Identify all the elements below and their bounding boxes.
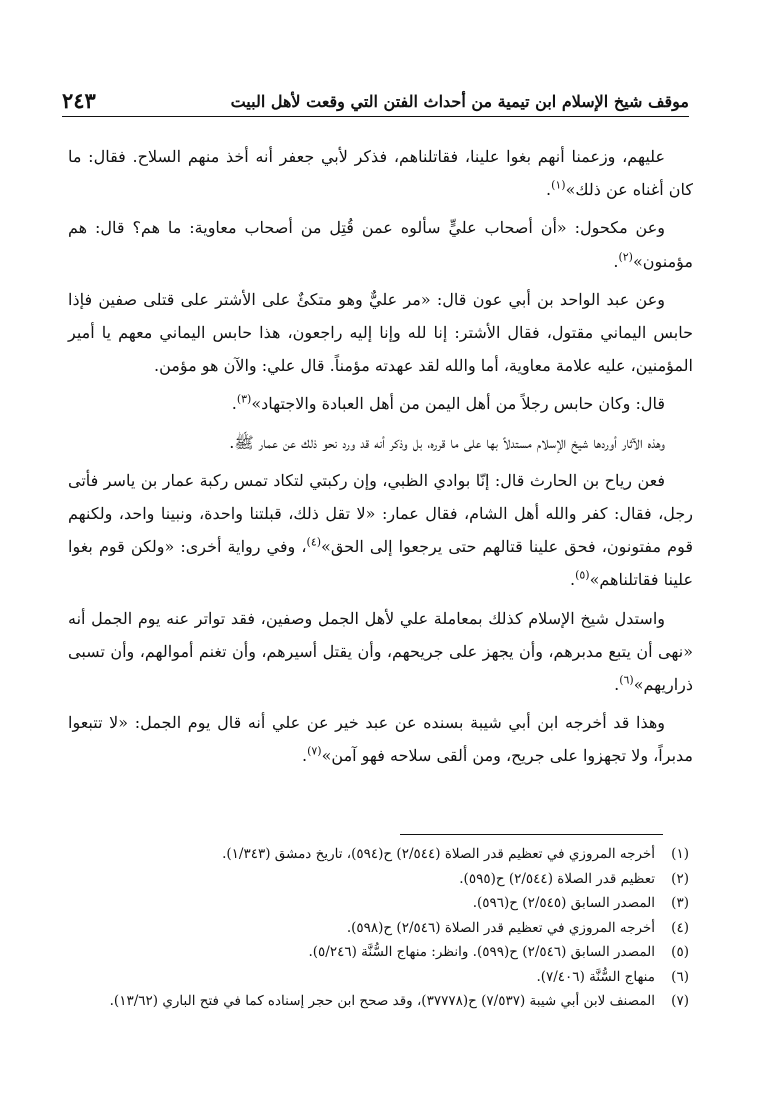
footnote-marker[interactable]: (٥) [575, 569, 590, 583]
footnote-number: (٦) [671, 968, 689, 985]
footnote-marker[interactable]: (٣) [236, 393, 252, 407]
footnote-text: المصدر السابق (٢/٥٤٦) ح(٥٩٩). وانظر: منهاج السُّنَّة (٥/٢٤٦). [308, 944, 655, 960]
paragraph: فعن رياح بن الحارث قال: إنّا بوادي الظبي، وإن ركبتي لتكاد تمس ركبة عمار بن ياسر فأتى رجل، فقال: كفر والله أهل الشام، فقال عمار: «لا تقل ذلك، قبلتنا واحدة، ونبينا واحد، ولكنهم قوم مفتونون، فحق علينا قتالهم حتى يرجعوا إلى الحق»$^{(٤)}$، وفي رواية أخرى: «ولكن قوم بغوا علينا فقاتلناهم»$^{(٥)}$. [68, 470, 694, 590]
paragraph: وهذا قد أخرجه ابن أبي شيبة بسنده عن عبد خير عن علي أنه قال يوم الجمل: «لا تتبعوا مدبراً، ولا تجهزوا على جريح، ومن ألقى سلاحه فهو آمن»$^{(٧)}$. [68, 713, 693, 766]
footnote [72, 966, 689, 990]
footnote-text: منهاج السُّنَّة (٧/٤٠٦). [536, 968, 655, 985]
paragraph: واستدل شيخ الإسلام كذلك بمعاملة علي لأهل الجمل وصفين، فقد تواتر عنه يوم الجمل أنه «نهى أن يتبع مدبرهم، وأن يجهز على جريحهم، وأن يقتل أسيرهم، وأن تغنم أموالهم، وأن تسبى ذراريهم»$^{(٦)}$. [68, 608, 693, 695]
footnote-number: (٤) [671, 919, 689, 936]
footnote-marker[interactable]: (١) [551, 178, 566, 192]
paragraph: وهذه الآثار أوردها شيخ الإسلام مستدلاً بها على ما قرره، بل وذكر أنه قد ورد نحو ذلك عن عمار ﷺ. [229, 432, 665, 452]
footnote [72, 892, 689, 916]
paragraph: قال: وكان حابس رجلاً من أهل اليمن من أهل العبادة والاجتهاد»$^{(٣)}$. [231, 393, 665, 414]
footnote-marker[interactable]: (٢) [618, 250, 633, 264]
page-number: ٢٤٣ [62, 88, 96, 113]
footnote-separator [400, 834, 663, 835]
footnote [72, 917, 689, 941]
header-title: موقف شيخ الإسلام ابن تيمية من أحداث الفتن التي وقعت لأهل البيت [230, 92, 689, 111]
footnote-text: أخرجه المروزي في تعظيم قدر الصلاة (٢/٥٤٤) ح(٥٩٤)، تاريخ دمشق (١/٣٤٣). [222, 846, 655, 862]
footnote-number: (٣) [671, 895, 689, 911]
footnote [72, 868, 689, 892]
footnote-number: (٧) [671, 993, 689, 1009]
main-text [68, 140, 693, 778]
footnotes [72, 843, 689, 1015]
footnote-number: (١) [671, 846, 689, 862]
footnote [72, 990, 689, 1014]
footnote-number: (٢) [671, 870, 689, 887]
paragraph: وعن عبد الواحد بن أبي عون قال: «مر عليٌّ وهو متكئٌ على الأشتر على قتلى صفين فإذا حابس اليماني مقتول، فقال الأشتر: إنا لله وإنا إليه راجعون، هذا حابس اليماني معهم يا أمير المؤمنين، عليه علامة معاوية، أما والله لقد عهدته مؤمناً. قال علي: والآن هو مؤمن. [68, 289, 694, 376]
running-header [62, 88, 689, 117]
paragraph: وعن مكحول: «أن أصحاب عليٍّ سألوه عمن قُتِل من أصحاب معاوية: ما هم؟ قال: هم مؤمنون»$^{(٢)}$. [68, 218, 693, 271]
paragraph: عليهم، وزعمنا أنهم بغوا علينا، فقاتلناهم، فذكر لأبي جعفر أنه أخذ منهم السلاح. فقال: ما كان أغناه عن ذلك»$^{(١)}$. [68, 147, 693, 200]
footnote-text: المصدر السابق (٢/٥٤٥) ح(٥٩٦). [472, 895, 655, 911]
footnote-marker[interactable]: (٧) [307, 745, 322, 759]
footnote-text: تعظيم قدر الصلاة (٢/٥٤٤) ح(٥٩٥). [459, 870, 655, 887]
footnote-marker[interactable]: (٤) [306, 535, 322, 549]
footnote-text: المصنف لابن أبي شيبة (٧/٥٣٧) ح(٣٧٧٧٨)، وقد صحح ابن حجر إسناده كما في فتح الباري (١٣/٦٢). [109, 993, 655, 1009]
footnote [72, 843, 689, 867]
footnote-number: (٥) [671, 944, 689, 960]
footnote [72, 941, 689, 965]
footnote-marker[interactable]: (٦) [619, 673, 634, 687]
footnote-text: أخرجه المروزي في تعظيم قدر الصلاة (٢/٥٤٦) ح(٥٩٨). [346, 919, 655, 936]
